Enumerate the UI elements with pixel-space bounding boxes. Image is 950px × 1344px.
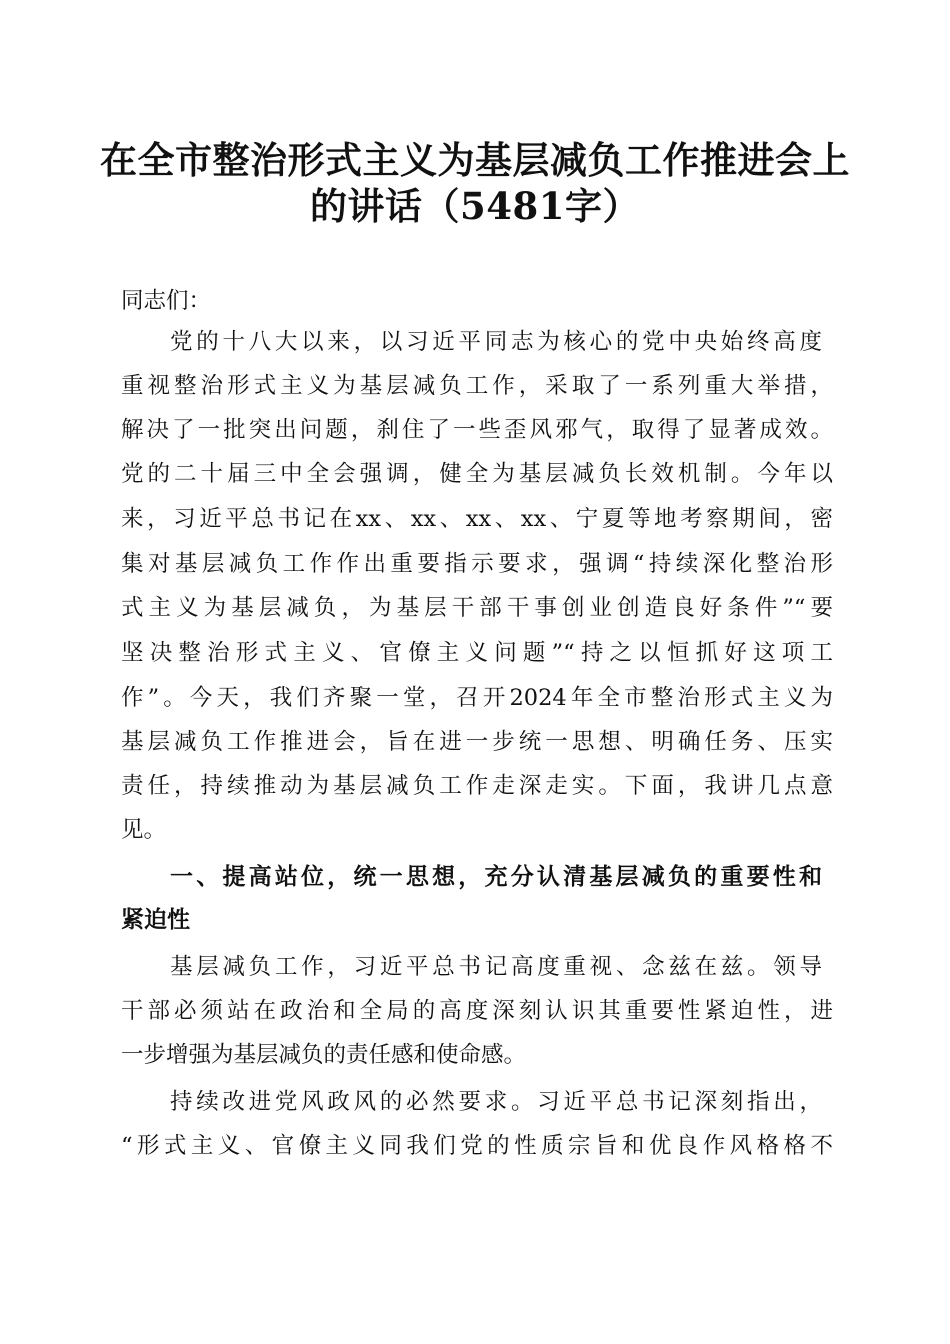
- paragraph-line: 作”。今天，我们齐聚一堂，召开2024年全市整治形式主义为: [121, 685, 833, 711]
- document-title-line-1: 在全市整治形式主义为基层减负工作推进会上: [100, 138, 850, 182]
- paragraph-line: 责任，持续推动为基层减负工作走深走实。下面，我讲几点意: [121, 773, 833, 799]
- paragraph-line: 党的十八大以来，以习近平同志为核心的党中央始终高度: [170, 329, 822, 355]
- paragraph-line: 党的二十届三中全会强调，健全为基层减负长效机制。今年以: [121, 461, 833, 487]
- paragraph-line: 重视整治形式主义为基层减负工作，采取了一系列重大举措，: [121, 373, 833, 399]
- paragraph-line: 来，习近平总书记在xx、xx、xx、xx、宁夏等地考察期间，密: [121, 506, 833, 532]
- paragraph-line: “形式主义、官僚主义同我们党的性质宗旨和优良作风格格不: [121, 1133, 833, 1159]
- paragraph-line: 一步增强为基层减负的责任感和使命感。: [121, 1042, 527, 1068]
- document-title-line-2: 的讲话（5481字）: [310, 184, 640, 228]
- paragraph-line: 坚决整治形式主义、官僚主义问题”“持之以恒抓好这项工: [121, 640, 833, 666]
- paragraph-line: 基层减负工作，习近平总书记高度重视、念兹在兹。领导: [170, 954, 822, 980]
- paragraph-line: 解决了一批突出问题，刹住了一些歪风邪气，取得了显著成效。: [121, 417, 833, 443]
- paragraph-line: 基层减负工作推进会，旨在进一步统一思想、明确任务、压实: [121, 729, 833, 755]
- paragraph-line: 见。: [121, 817, 167, 843]
- salutation: 同志们：: [121, 288, 212, 314]
- paragraph-line: 式主义为基层减负，为基层干部干事创业创造良好条件”“要: [121, 595, 833, 621]
- section-heading-line-1: 一、提高站位，统一思想，充分认清基层减负的重要性和: [170, 864, 822, 890]
- paragraph-line: 集对基层减负工作作出重要指示要求，强调“持续深化整治形: [121, 551, 833, 577]
- paragraph-line: 干部必须站在政治和全局的高度深刻认识其重要性紧迫性，进: [121, 998, 833, 1024]
- section-heading-line-2: 紧迫性: [121, 907, 190, 933]
- paragraph-line: 持续改进党风政风的必然要求。习近平总书记深刻指出，: [170, 1089, 822, 1115]
